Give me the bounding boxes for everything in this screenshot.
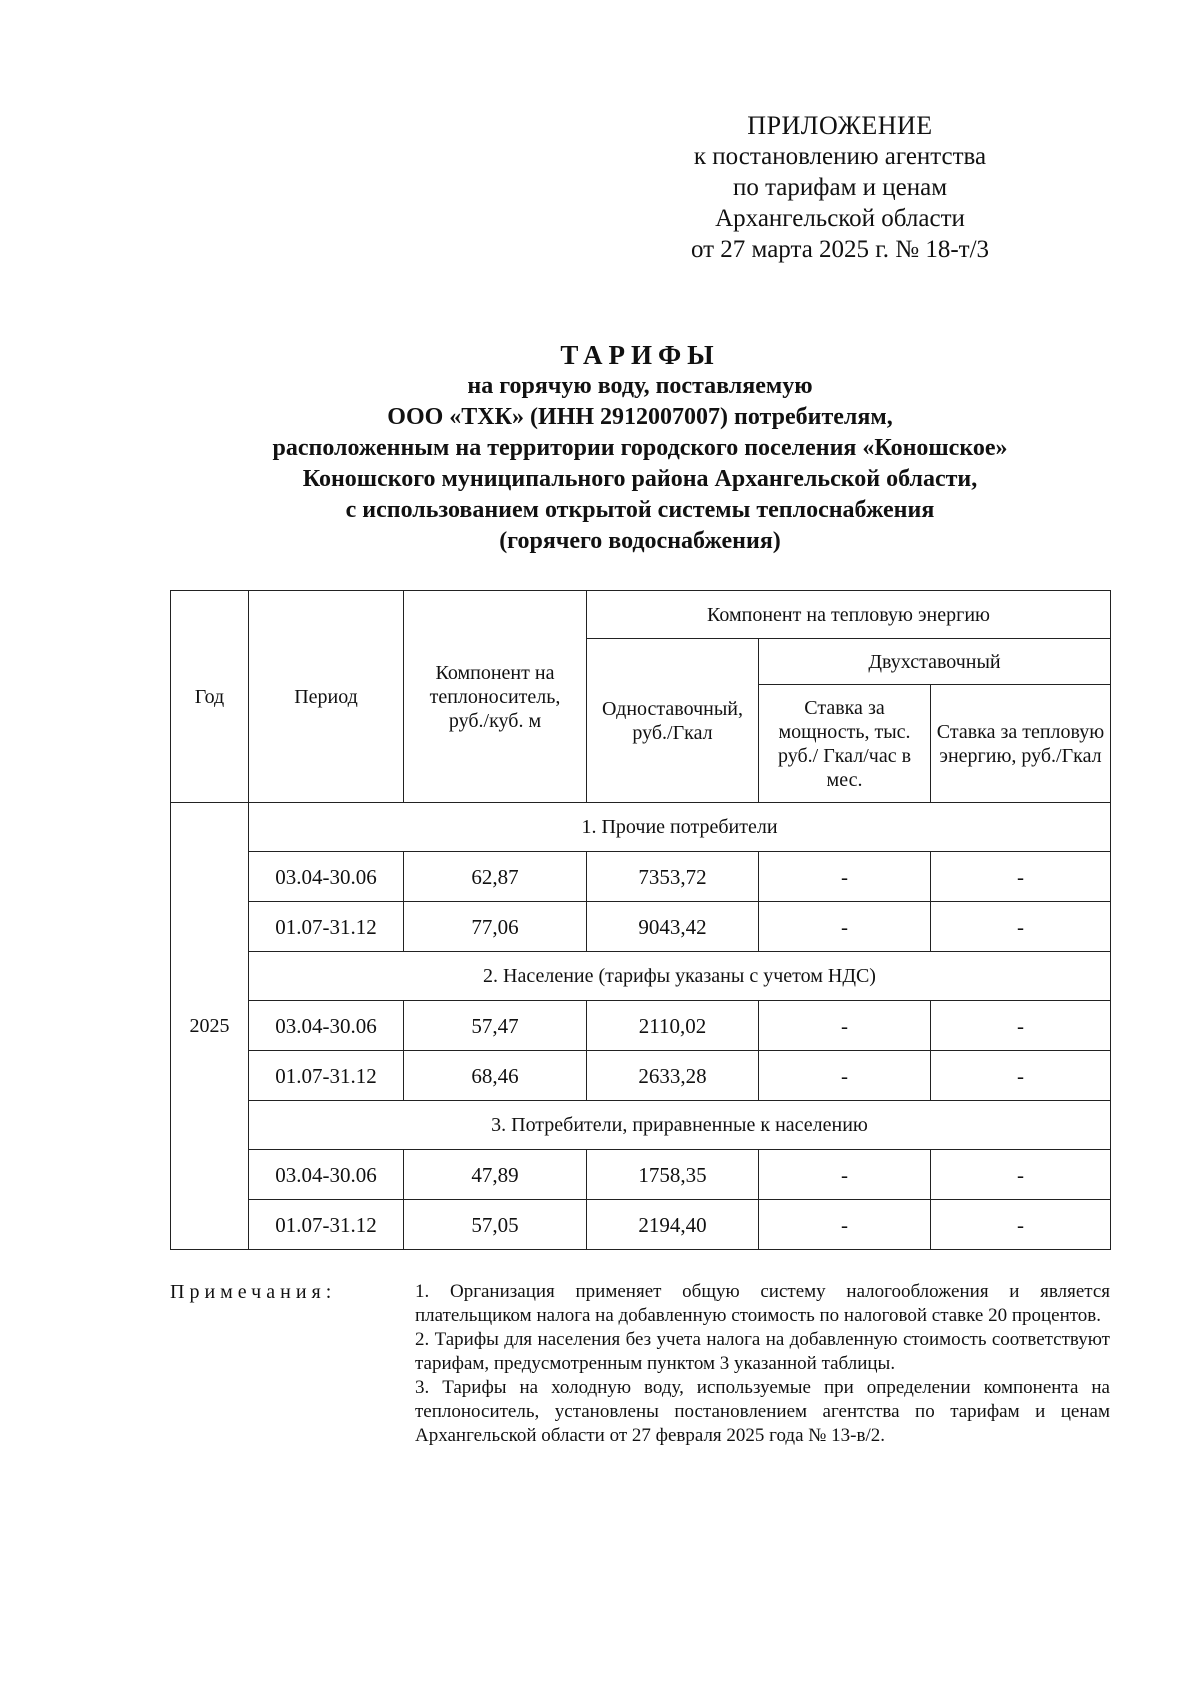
year-cell: 2025 [171, 803, 249, 1250]
title-line: расположенным на территории городского поселения «Коношское» [272, 435, 1008, 461]
appendix-line: Архангельской области [715, 205, 965, 232]
header-two-rate: Двухставочный [759, 639, 1111, 685]
period-cell: 03.04-30.06 [249, 1001, 404, 1051]
group-row [171, 803, 1111, 852]
capacity-rate-cell: - [759, 852, 931, 902]
table-row [171, 1200, 1111, 1250]
appendix-block [640, 110, 1040, 265]
table-row [171, 1001, 1111, 1051]
title-line: Коношского муниципального района Архангельской области, [302, 466, 978, 492]
notes-list [415, 1280, 1110, 1448]
appendix-line: по тарифам и ценам [732, 174, 948, 201]
coolant-cell: 77,06 [404, 902, 587, 952]
energy-rate-cell: - [931, 1001, 1111, 1051]
single-rate-cell: 2633,28 [587, 1051, 759, 1101]
period-cell: 03.04-30.06 [249, 1150, 404, 1200]
single-rate-cell: 7353,72 [587, 852, 759, 902]
energy-rate-cell: - [931, 1150, 1111, 1200]
single-rate-cell: 2110,02 [587, 1001, 759, 1051]
period-cell: 01.07-31.12 [249, 902, 404, 952]
note-item: 2. Тарифы для населения без учета налога на добавленную стоимость соответствуют тарифам, предусмотренным пунктом 3 указанной таблицы. [415, 1329, 1110, 1374]
header-year: Год [171, 591, 249, 803]
note-item: 3. Тарифы на холодную воду, используемые при определении компонента на теплоноситель, установлены постановлением агентства по тарифам и ценам Архангельской области от 27 февраля 2025 года № 13-в/2. [415, 1377, 1110, 1446]
table-row [171, 1051, 1111, 1101]
group-row [171, 952, 1111, 1001]
capacity-rate-cell: - [759, 902, 931, 952]
single-rate-cell: 9043,42 [587, 902, 759, 952]
period-cell: 01.07-31.12 [249, 1051, 404, 1101]
energy-rate-cell: - [931, 902, 1111, 952]
document-title [170, 340, 1110, 557]
energy-rate-cell: - [931, 852, 1111, 902]
header-period: Период [249, 591, 404, 803]
note-item: 1. Организация применяет общую систему налогообложения и является плательщиком налога на добавленную стоимость по налоговой ставке 20 процентов. [415, 1281, 1110, 1326]
header-single-rate: Одноставочный, руб./Гкал [587, 639, 759, 803]
notes-label: Примечания: [170, 1281, 337, 1303]
title-line: (горячего водоснабжения) [499, 528, 781, 554]
appendix-date-line: от 27 марта 2025 г. № 18-т/3 [690, 236, 990, 263]
table-row [171, 852, 1111, 902]
energy-rate-cell: - [931, 1200, 1111, 1250]
capacity-rate-cell: - [759, 1001, 931, 1051]
capacity-rate-cell: - [759, 1200, 931, 1250]
single-rate-cell: 1758,35 [587, 1150, 759, 1200]
title-line: с использованием открытой системы теплоснабжения [345, 497, 935, 523]
title-line: на горячую воду, поставляемую [467, 373, 813, 399]
header-energy-rate: Ставка за тепловую энергию, руб./Гкал [931, 685, 1111, 803]
capacity-rate-cell: - [759, 1051, 931, 1101]
coolant-cell: 47,89 [404, 1150, 587, 1200]
table-row [171, 1150, 1111, 1200]
appendix-heading: ПРИЛОЖЕНИЕ [747, 111, 933, 140]
period-cell: 01.07-31.12 [249, 1200, 404, 1250]
tariff-table [170, 590, 1111, 1250]
appendix-line: к постановлению агентства [693, 143, 987, 170]
coolant-cell: 57,05 [404, 1200, 587, 1250]
group-title: 1. Прочие потребители [249, 803, 1111, 852]
main-title: ТАРИФЫ [560, 340, 720, 370]
group-title: 2. Население (тарифы указаны с учетом НДС) [249, 952, 1111, 1001]
single-rate-cell: 2194,40 [587, 1200, 759, 1250]
coolant-cell: 68,46 [404, 1051, 587, 1101]
table-row [171, 902, 1111, 952]
group-title: 3. Потребители, приравненные к населению [249, 1101, 1111, 1150]
header-capacity-rate: Ставка за мощность, тыс. руб./ Гкал/час в мес. [759, 685, 931, 803]
coolant-cell: 57,47 [404, 1001, 587, 1051]
title-line: ООО «ТХК» (ИНН 2912007007) потребителям, [387, 404, 893, 430]
group-row [171, 1101, 1111, 1150]
header-thermal: Компонент на тепловую энергию [587, 591, 1111, 639]
period-cell: 03.04-30.06 [249, 852, 404, 902]
header-coolant: Компонент на теплоноситель, руб./куб. м [404, 591, 587, 803]
coolant-cell: 62,87 [404, 852, 587, 902]
energy-rate-cell: - [931, 1051, 1111, 1101]
capacity-rate-cell: - [759, 1150, 931, 1200]
